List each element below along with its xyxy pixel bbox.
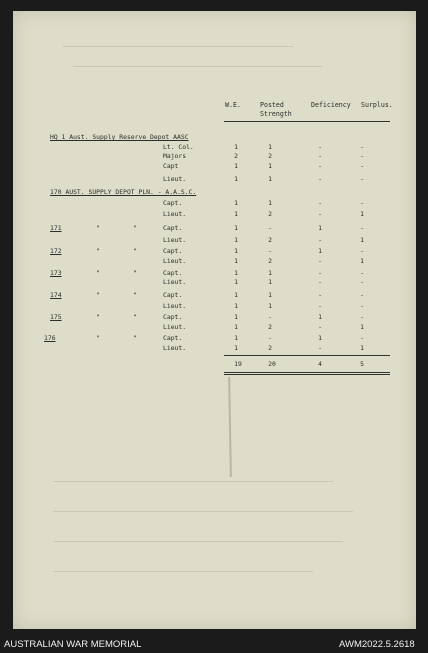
cell-def: 1 — [318, 313, 322, 321]
cell-def: - — [318, 162, 322, 170]
section-heading: 170 AUST. SUPPLY DEPOT PLN. - A.A.S.C. — [50, 188, 197, 196]
cell-we: 1 — [234, 313, 238, 321]
cell-we: 1 — [234, 257, 238, 265]
rank-label: Capt. — [163, 269, 183, 277]
faint-text-line — [53, 481, 333, 482]
faint-text-line — [53, 541, 343, 542]
ditto-mark: " — [96, 224, 100, 232]
cell-we: 1 — [234, 344, 238, 352]
unit-number: 172 — [50, 247, 62, 255]
cell-sur: 1 — [360, 236, 364, 244]
cell-we: 1 — [234, 236, 238, 244]
cell-sur: - — [360, 199, 364, 207]
cell-def: - — [318, 175, 322, 183]
cell-we: 1 — [234, 302, 238, 310]
cell-we: 1 — [234, 224, 238, 232]
archive-credit: AUSTRALIAN WAR MEMORIAL — [4, 639, 142, 650]
total-surplus: 5 — [360, 360, 364, 368]
total-deficiency: 4 — [318, 360, 322, 368]
ditto-mark: " — [133, 224, 137, 232]
cell-posted: - — [268, 224, 272, 232]
cell-def: - — [318, 257, 322, 265]
cell-sur: - — [360, 152, 364, 160]
rank-label: Lieut. — [163, 278, 187, 286]
rank-label: Lieut. — [163, 236, 187, 244]
cell-def: - — [318, 199, 322, 207]
cell-sur: 1 — [360, 257, 364, 265]
cell-posted: 2 — [268, 323, 272, 331]
cell-we: 1 — [234, 247, 238, 255]
cell-posted: 1 — [268, 291, 272, 299]
header-strength: Strength — [260, 110, 292, 118]
cell-sur: - — [360, 143, 364, 151]
cell-posted: - — [268, 334, 272, 342]
cell-posted: 1 — [268, 302, 272, 310]
cell-we: 1 — [234, 334, 238, 342]
cell-sur: - — [360, 175, 364, 183]
cell-def: - — [318, 269, 322, 277]
ditto-mark: " — [133, 247, 137, 255]
rank-label: Lieut. — [163, 344, 187, 352]
cell-def: 1 — [318, 224, 322, 232]
cell-def: - — [318, 152, 322, 160]
cell-sur: - — [360, 302, 364, 310]
cell-we: 1 — [234, 323, 238, 331]
total-posted: 20 — [268, 360, 276, 368]
cell-def: - — [318, 278, 322, 286]
cell-posted: 1 — [268, 143, 272, 151]
rank-label: Capt. — [163, 334, 183, 342]
paper-crease — [228, 377, 232, 477]
cell-posted: 1 — [268, 199, 272, 207]
rank-label: Capt. — [163, 291, 183, 299]
cell-def: 1 — [318, 247, 322, 255]
cell-sur: 1 — [360, 344, 364, 352]
cell-sur: - — [360, 334, 364, 342]
archive-reference: AWM2022.5.2618 — [339, 639, 415, 650]
rank-label: Lieut. — [163, 302, 187, 310]
ditto-mark: " — [133, 313, 137, 321]
rank-label: Lieut. — [163, 210, 187, 218]
ditto-mark: " — [133, 269, 137, 277]
cell-def: - — [318, 323, 322, 331]
cell-sur: 1 — [360, 210, 364, 218]
unit-number: 173 — [50, 269, 62, 277]
header-we: W.E. — [225, 101, 241, 109]
rank-label: Lieut. — [163, 323, 187, 331]
cell-we: 1 — [234, 175, 238, 183]
cell-posted: - — [268, 313, 272, 321]
cell-posted: 1 — [268, 162, 272, 170]
header-surplus: Surplus. — [361, 101, 393, 109]
cell-we: 1 — [234, 199, 238, 207]
total-we: 19 — [234, 360, 242, 368]
cell-def: - — [318, 302, 322, 310]
cell-sur: - — [360, 224, 364, 232]
cell-we: 1 — [234, 143, 238, 151]
cell-posted: 2 — [268, 210, 272, 218]
cell-def: - — [318, 210, 322, 218]
header-rule — [224, 121, 390, 122]
section-heading: HQ 1 Aust. Supply Reserve Depot AASC — [50, 133, 189, 141]
rank-label: Lieut. — [163, 257, 187, 265]
ditto-mark: " — [96, 313, 100, 321]
cell-posted: 2 — [268, 152, 272, 160]
rank-label: Majors — [163, 152, 187, 160]
cell-posted: 1 — [268, 269, 272, 277]
cell-def: - — [318, 291, 322, 299]
cell-posted: 2 — [268, 344, 272, 352]
totals-rule-top — [224, 355, 390, 356]
faint-text-line — [53, 511, 353, 512]
ditto-mark: " — [96, 269, 100, 277]
ditto-mark: " — [96, 291, 100, 299]
rank-label: Lieut. — [163, 175, 187, 183]
ditto-mark: " — [96, 247, 100, 255]
unit-number: 175 — [50, 313, 62, 321]
cell-def: - — [318, 344, 322, 352]
rank-label: Capt. — [163, 199, 183, 207]
cell-we: 2 — [234, 152, 238, 160]
cell-def: - — [318, 143, 322, 151]
cell-sur: 1 — [360, 323, 364, 331]
cell-def: 1 — [318, 334, 322, 342]
faint-text-line — [73, 66, 323, 67]
cell-posted: 1 — [268, 278, 272, 286]
unit-number: 176 — [44, 334, 56, 342]
cell-we: 1 — [234, 210, 238, 218]
rank-label: Capt. — [163, 247, 183, 255]
unit-number: 174 — [50, 291, 62, 299]
faint-text-line — [53, 571, 313, 572]
totals-rule-double — [224, 374, 390, 375]
header-posted: Posted — [260, 101, 284, 109]
rank-label: Capt — [163, 162, 179, 170]
ditto-mark: " — [96, 334, 100, 342]
cell-sur: - — [360, 291, 364, 299]
unit-number: 171 — [50, 224, 62, 232]
cell-posted: - — [268, 247, 272, 255]
cell-we: 1 — [234, 278, 238, 286]
rank-label: Capt. — [163, 313, 183, 321]
cell-sur: - — [360, 313, 364, 321]
cell-sur: - — [360, 162, 364, 170]
cell-sur: - — [360, 269, 364, 277]
cell-we: 1 — [234, 291, 238, 299]
cell-posted: 2 — [268, 257, 272, 265]
cell-we: 1 — [234, 162, 238, 170]
faint-text-line — [63, 46, 293, 47]
cell-posted: 2 — [268, 236, 272, 244]
cell-def: - — [318, 236, 322, 244]
cell-sur: - — [360, 247, 364, 255]
rank-label: Capt. — [163, 224, 183, 232]
cell-we: 1 — [234, 269, 238, 277]
ditto-mark: " — [133, 334, 137, 342]
rank-label: Lt. Col. — [163, 143, 194, 151]
cell-posted: 1 — [268, 175, 272, 183]
totals-rule-bottom — [224, 372, 390, 373]
cell-sur: - — [360, 278, 364, 286]
ditto-mark: " — [133, 291, 137, 299]
header-deficiency: Deficiency — [311, 101, 351, 109]
